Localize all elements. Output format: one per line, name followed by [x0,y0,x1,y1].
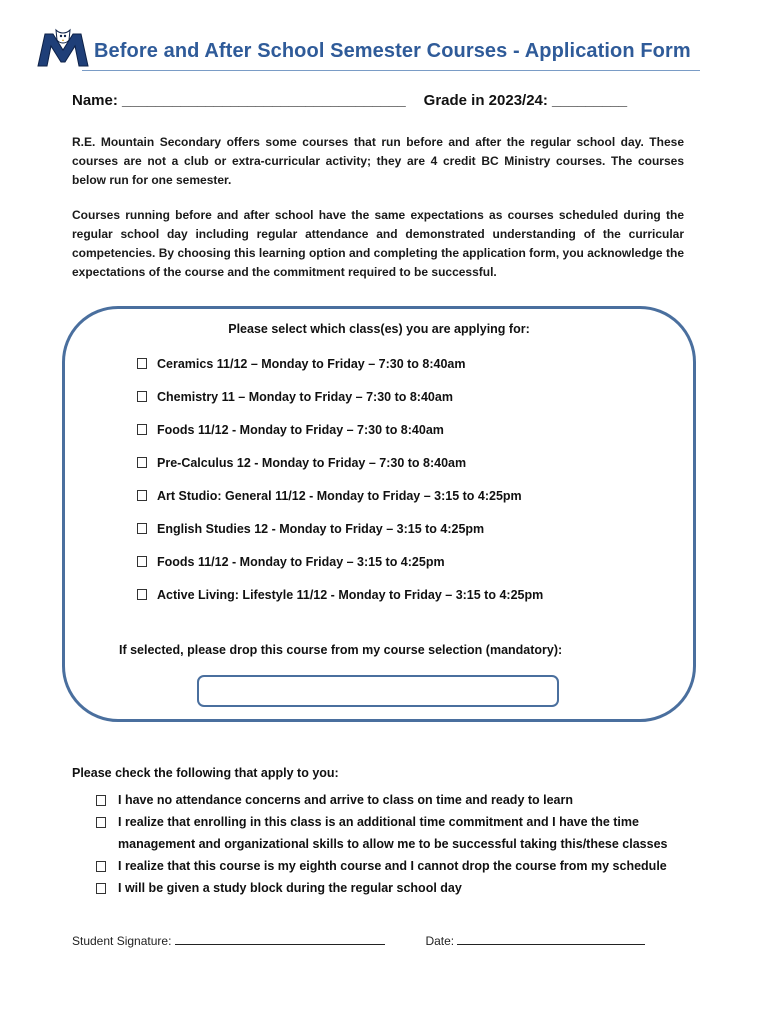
checkbox[interactable] [137,589,147,600]
title-divider [82,70,700,71]
course-option [137,423,543,456]
course-option [137,522,543,555]
checkbox[interactable] [137,523,147,534]
intro-paragraph-2: Courses running before and after school have the same expectations as courses scheduled during the regular school day including regular attendance and demonstrated understanding of the curricular competencies. By choosing this learning option and completing the application form, you acknowledge the expectations of the course and the commitment required to be successful. [72,208,684,279]
date-label: Date: [425,934,455,948]
course-option [137,588,543,621]
form-title: Before and After School Semester Courses - Application Form [94,40,691,62]
apply-section-title: Please check the following that apply to you: [72,766,339,780]
intro-paragraph-1: R.E. Mountain Secondary offers some courses that run before and after the regular school day. These courses are not a club or extra-curricular activity; they are 4 credit BC Ministry courses. The courses below run for one semester. [72,135,684,187]
drop-course-label: If selected, please drop this course from my course selection (mandatory): [119,643,563,657]
apply-item-label: I will be given a study block during the regular school day [118,881,462,895]
course-selection-title: Please select which class(es) you are applying for: [228,322,530,336]
course-option [137,390,543,423]
drop-course-input[interactable] [197,675,559,707]
date-field[interactable] [457,932,645,945]
apply-item [96,811,706,855]
checkbox[interactable] [137,391,147,402]
mountain-logo-icon [36,28,90,68]
checkbox[interactable] [137,358,147,369]
course-label: English Studies 12 - Monday to Friday – 3:15 to 4:25pm [157,522,485,536]
course-label: Foods 11/12 - Monday to Friday – 7:30 to 8:40am [157,423,444,437]
checkbox[interactable] [96,861,106,872]
student-info-row [72,92,627,109]
checkbox[interactable] [137,490,147,501]
apply-item [96,789,706,811]
course-option [137,489,543,522]
apply-item [96,855,706,877]
checkbox[interactable] [137,457,147,468]
apply-item [96,877,706,899]
form-header [36,28,700,74]
name-field[interactable]: Name: __________________________________ [72,92,406,109]
course-list [137,357,543,621]
course-option [137,456,543,489]
checkbox[interactable] [137,424,147,435]
course-label: Pre-Calculus 12 - Monday to Friday – 7:30 to 8:40am [157,456,467,470]
checkbox[interactable] [96,817,106,828]
checkbox[interactable] [137,556,147,567]
apply-checklist [96,789,706,899]
apply-item-label: I have no attendance concerns and arrive to class on time and ready to learn [118,793,574,807]
course-label: Active Living: Lifestyle 11/12 - Monday to Friday – 3:15 to 4:25pm [157,588,544,602]
checkbox[interactable] [96,795,106,806]
course-label: Art Studio: General 11/12 - Monday to Friday – 3:15 to 4:25pm [157,489,522,503]
student-signature-field[interactable] [175,932,385,945]
course-selection-box [62,306,696,722]
course-label: Chemistry 11 – Monday to Friday – 7:30 to 8:40am [157,390,453,404]
signature-row [72,932,645,948]
grade-field[interactable]: Grade in 2023/24: _________ [423,92,628,109]
student-signature-label: Student Signature: [72,934,172,948]
course-label: Ceramics 11/12 – Monday to Friday – 7:30 to 8:40am [157,357,466,371]
course-option [137,555,543,588]
apply-item-label: I realize that this course is my eighth course and I cannot drop the course from my schedule [118,859,667,873]
course-option [137,357,543,390]
checkbox[interactable] [96,883,106,894]
apply-item-label: I realize that enrolling in this class is an additional time commitment and I have the time management and organizational skills to allow me to be successful taking this/these classes [118,815,668,851]
course-label: Foods 11/12 - Monday to Friday – 3:15 to 4:25pm [157,555,445,569]
